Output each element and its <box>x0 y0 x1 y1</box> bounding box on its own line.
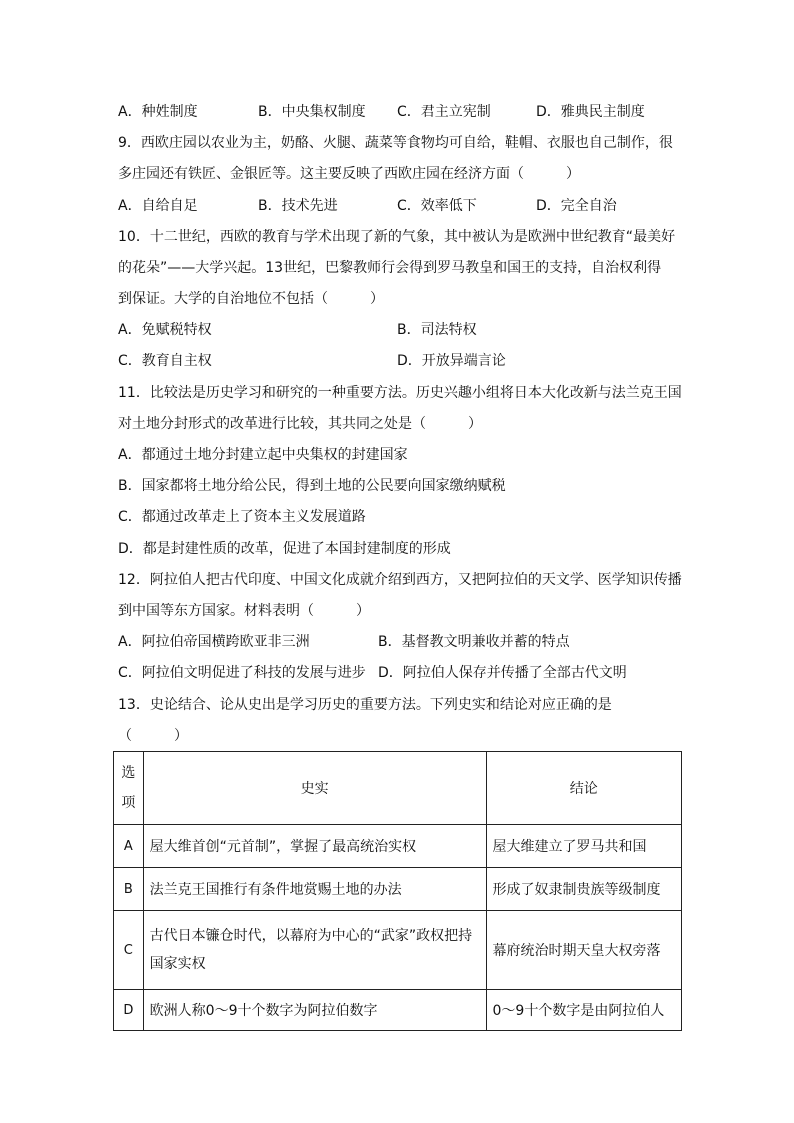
q9-stem-line-2: 多庄园还有铁匠、金银匠等。这主要反映了西欧庄园在经济方面（ ） <box>118 166 580 182</box>
row-fact: 古代日本镰仓时代，以幕府为中心的“武家”政权把持国家实权 <box>143 911 486 990</box>
row-conclusion: 0～9十个数字是由阿拉伯人 <box>486 990 681 1031</box>
q10-option-b[interactable]: B．司法特权 <box>397 322 477 338</box>
q9-option-c[interactable]: C．效率低下 <box>397 198 477 214</box>
header-conclusion: 结论 <box>486 752 681 825</box>
row-option: A <box>114 825 144 868</box>
q11-stem-line-2: 对土地分封形式的改革进行比较，其共同之处是（ ） <box>118 416 482 432</box>
q8-option-c[interactable]: C．君主立宪制 <box>397 104 491 120</box>
q10-option-d[interactable]: D．开放异端言论 <box>397 353 506 369</box>
row-fact: 法兰克王国推行有条件地赏赐土地的办法 <box>143 868 486 911</box>
row-option: B <box>114 868 144 911</box>
q11-option-b[interactable]: B．国家都将土地分给公民，得到土地的公民要向国家缴纳赋税 <box>118 478 506 494</box>
q8-option-b[interactable]: B．中央集权制度 <box>258 104 366 120</box>
table-row[interactable] <box>114 911 682 990</box>
q10-option-c[interactable]: C．教育自主权 <box>118 353 212 369</box>
row-option: C <box>114 911 144 990</box>
row-conclusion: 形成了奴隶制贵族等级制度 <box>486 868 681 911</box>
header-fact: 史实 <box>143 752 486 825</box>
q8-option-d[interactable]: D．雅典民主制度 <box>536 104 645 120</box>
q11-option-d[interactable]: D．都是封建性质的改革，促进了本国封建制度的形成 <box>118 541 451 557</box>
q9-option-a[interactable]: A．自给自足 <box>118 198 198 214</box>
q12-option-c[interactable]: C．阿拉伯文明促进了科技的发展与进步 <box>118 665 366 681</box>
row-option: D <box>114 990 144 1031</box>
table-row[interactable] <box>114 825 682 868</box>
q9-option-d[interactable]: D．完全自治 <box>536 198 617 214</box>
q10-stem-line-2: 的花朵”——大学兴起。13世纪，巴黎教师行会得到罗马教皇和国王的支持，自治权利得 <box>118 260 662 276</box>
q9-stem-line-1: 9．西欧庄园以农业为主，奶酪、火腿、蔬菜等食物均可自给，鞋帽、衣服也自己制作，很 <box>118 135 673 151</box>
q11-stem-line-1: 11．比较法是历史学习和研究的一种重要方法。历史兴趣小组将日本大化改新与法兰克王国 <box>118 385 682 401</box>
q12-option-d[interactable]: D．阿拉伯人保存并传播了全部古代文明 <box>378 665 627 681</box>
table-header-row <box>114 752 682 825</box>
q8-option-a[interactable]: A．种姓制度 <box>118 104 198 120</box>
q10-stem-line-1: 10．十二世纪，西欧的教育与学术出现了新的气象，其中被认为是欧洲中世纪教育“最美好 <box>118 229 676 245</box>
q9-option-b[interactable]: B．技术先进 <box>258 198 338 214</box>
q10-stem-line-3: 到保证。大学的自治地位不包括（ ） <box>118 291 384 307</box>
table-row[interactable] <box>114 990 682 1031</box>
q12-stem-line-2: 到中国等东方国家。材料表明（ ） <box>118 603 370 619</box>
q13-stem-line-1: 13．史论结合、论从史出是学习历史的重要方法。下列史实和结论对应正确的是 <box>118 697 612 713</box>
history-facts-table <box>113 751 682 1031</box>
row-fact: 屋大维首创“元首制”，掌握了最高统治实权 <box>143 825 486 868</box>
q12-stem-line-1: 12．阿拉伯人把古代印度、中国文化成就介绍到西方，又把阿拉伯的天文学、医学知识传播 <box>118 572 682 588</box>
row-conclusion: 幕府统治时期天皇大权旁落 <box>486 911 681 990</box>
table-row[interactable] <box>114 868 682 911</box>
q11-option-a[interactable]: A．都通过土地分封建立起中央集权的封建国家 <box>118 447 408 463</box>
q11-option-c[interactable]: C．都通过改革走上了资本主义发展道路 <box>118 509 366 525</box>
row-fact: 欧洲人称0～9十个数字为阿拉伯数字 <box>143 990 486 1031</box>
row-conclusion: 屋大维建立了罗马共和国 <box>486 825 681 868</box>
q12-option-a[interactable]: A．阿拉伯帝国横跨欧亚非三洲 <box>118 634 310 650</box>
q13-stem-line-2: （ ） <box>118 728 188 744</box>
q10-option-a[interactable]: A．免赋税特权 <box>118 322 212 338</box>
header-option: 选项 <box>114 752 144 825</box>
q12-option-b[interactable]: B．基督教文明兼收并蓄的特点 <box>378 634 570 650</box>
